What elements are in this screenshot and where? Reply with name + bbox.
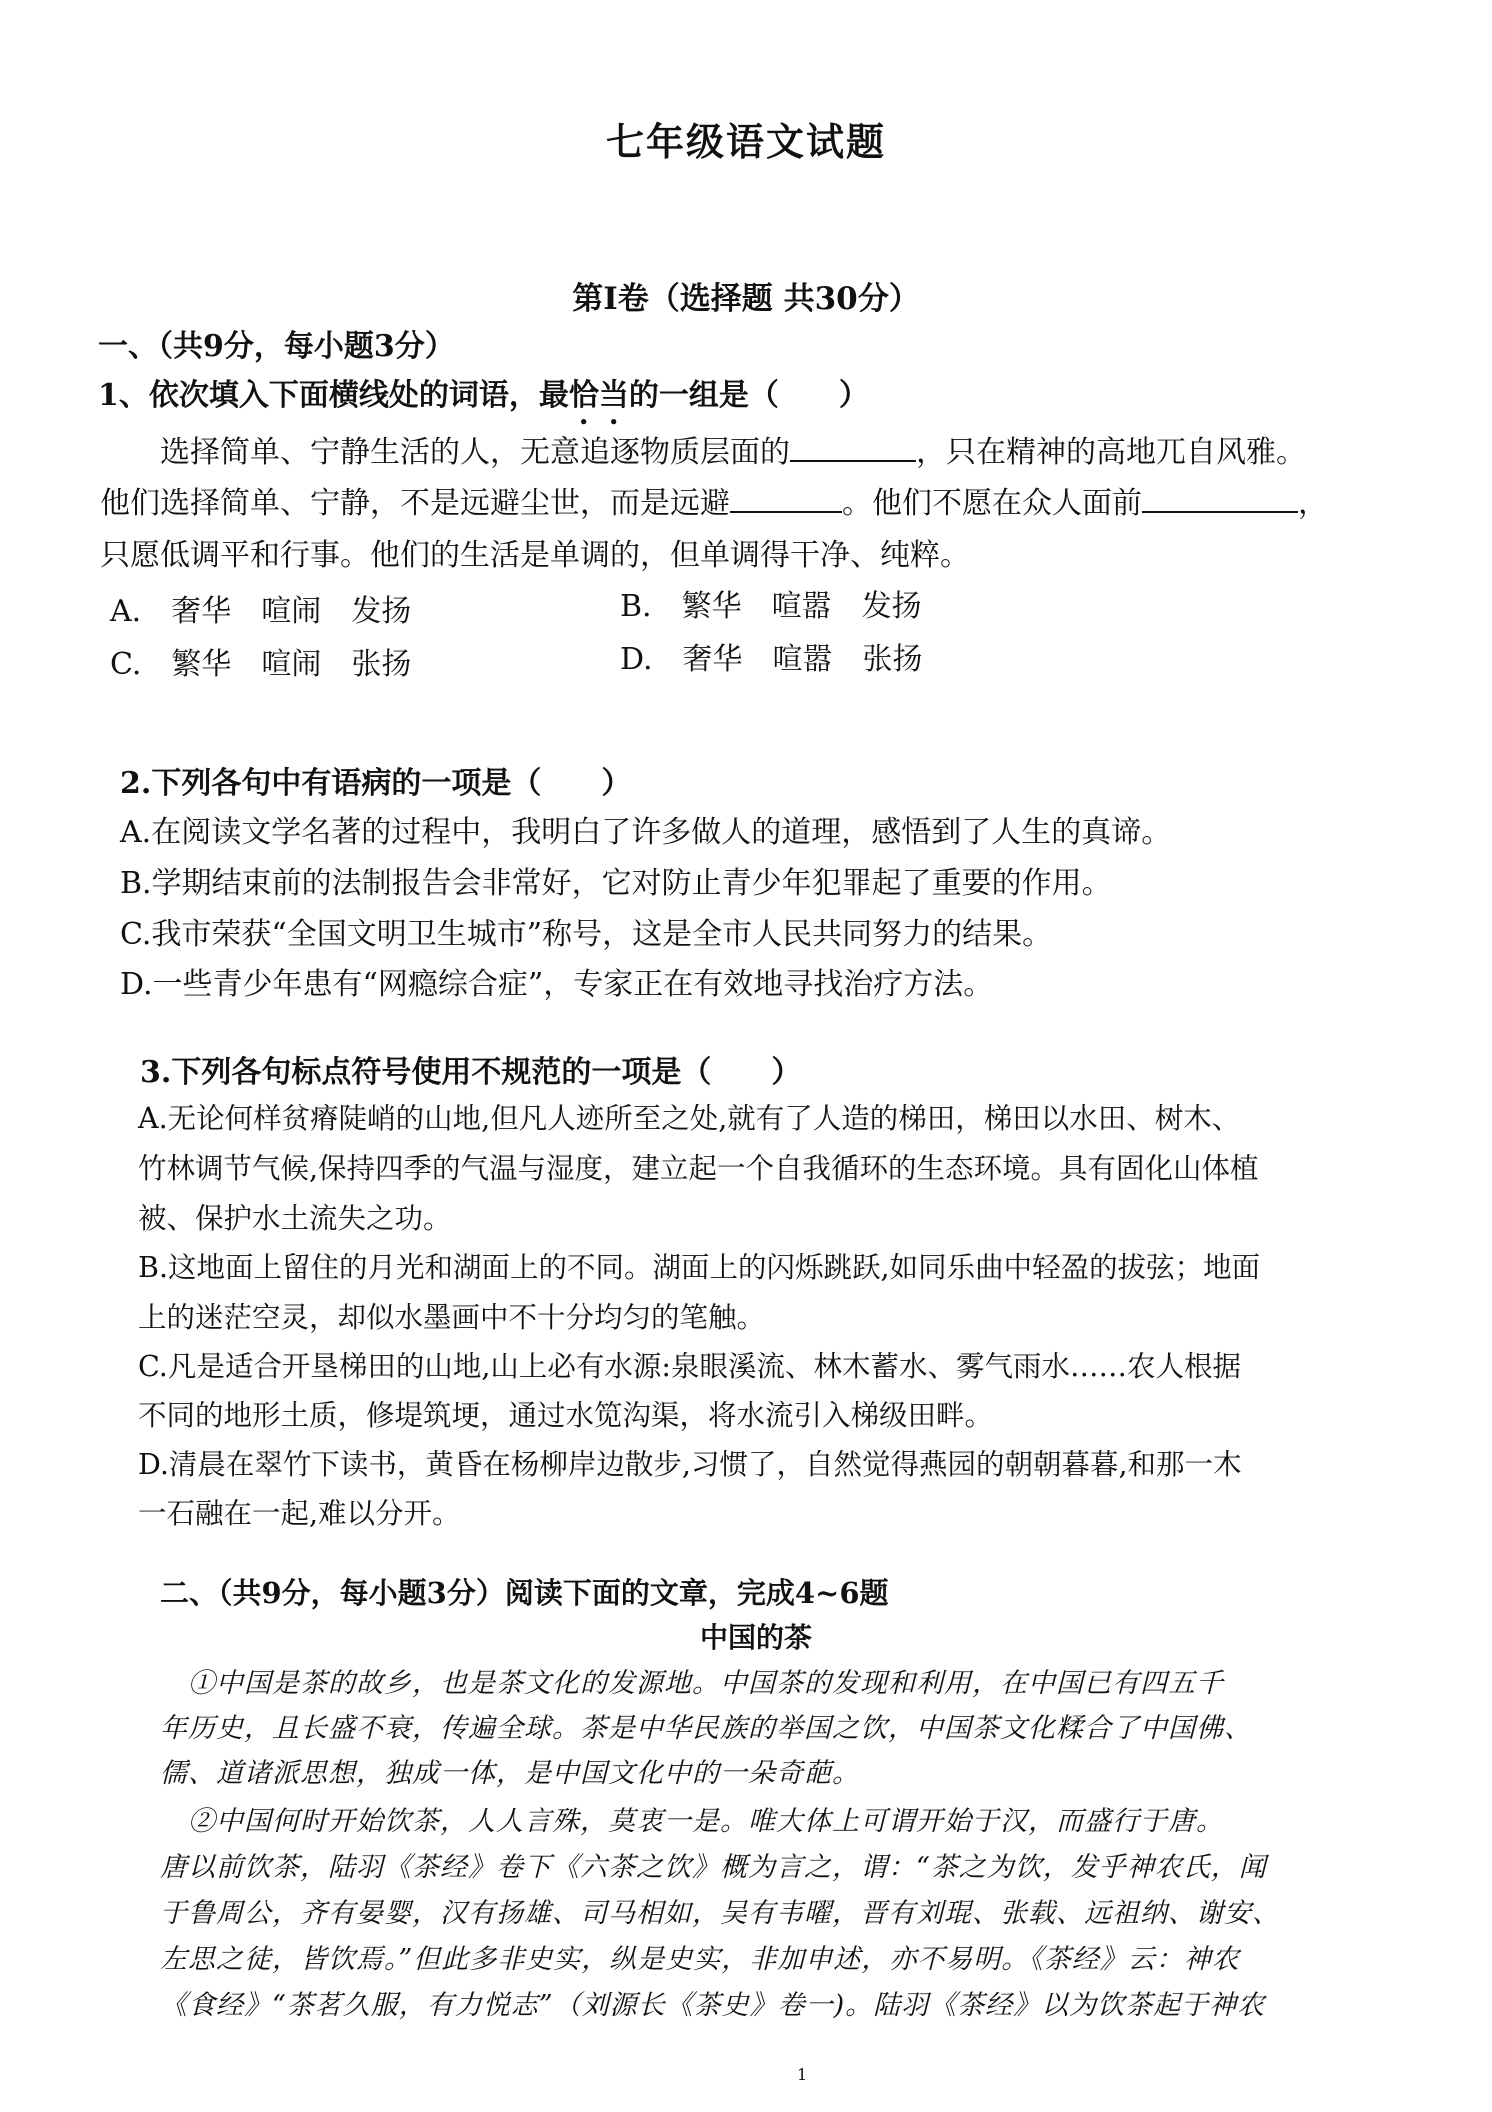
q1-blank-3: [1142, 507, 1298, 513]
q3-option-c-line-2: 不同的地形土质，修堤筑埂，通过水笕沟渠，将水流引入梯级田畔。: [138, 1399, 994, 1432]
q3-option-a-line-1: A.无论何样贫瘠陡峭的山地,但凡人迹所至之处,就有了人造的梯田，梯田以水田、树木、: [138, 1102, 1241, 1135]
q2-stem: 2.下列各句中有语病的一项是（ ）: [120, 766, 632, 801]
q3-option-b-line-1: B.这地面上留住的月光和湖面上的不同。湖面上的闪烁跳跃,如同乐曲中轻盈的拔弦；地面: [138, 1251, 1261, 1284]
page-number: 1: [797, 2065, 808, 2084]
passage-p1-line-1: ①中国是茶的故乡，也是茶文化的发源地。中国茶的发现和利用，在中国已有四五千: [160, 1668, 1224, 1699]
q1-passage-line-2: [100, 487, 1328, 522]
q1-stem-dotted: 恰当: [568, 378, 629, 413]
q3-option-c-line-1: C.凡是适合开垦梯田的山地,山上必有水源:泉眼溪流、林木蓄水、雾气雨水……农人根据: [138, 1350, 1242, 1383]
part2-heading: 二、（共9分，每小题3分）阅读下面的文章，完成4~6题: [160, 1576, 889, 1610]
q1-passage-line-3: 只愿低调平和行事。他们的生活是单调的，但单调得干净、纯粹。: [100, 538, 970, 573]
passage-p2-line-5: 《食经》“茶茗久服，有力悦志”（刘源长《茶史》卷一)。陆羽《茶经》以为饮茶起于神农: [160, 1990, 1266, 2021]
passage-p2-line-3: 于鲁周公，齐有晏婴，汉有扬雄、司马相如，吴有韦曜，晋有刘琨、张载、远祖纳、谢安、: [160, 1898, 1280, 1929]
q1-passage-line-1: [100, 436, 1306, 471]
q3-option-b-line-2: 上的迷茫空灵，却似水墨画中不十分均匀的笔触。: [138, 1301, 766, 1334]
section-title: 第Ⅰ卷（选择题 共30分）: [572, 281, 920, 317]
passage-p2-line-1: ②中国何时开始饮茶，人人言殊，莫衷一是。唯大体上可谓开始于汉，而盛行于唐。: [160, 1806, 1224, 1837]
q1-line1-text-a: 选择简单、宁静生活的人，无意追逐物质层面的: [100, 435, 790, 470]
q1-line2-text-a: 他们选择简单、宁静，不是远避尘世，而是远避: [100, 486, 730, 521]
passage-p1-line-2: 年历史，且长盛不衰，传遍全球。茶是中华民族的举国之饮，中国茶文化糅合了中国佛、: [160, 1713, 1252, 1744]
q1-blank-1: [790, 456, 916, 462]
q1-line2-text-c: ，: [1298, 486, 1328, 521]
q1-option-b: B. 繁华 喧嚣 发扬: [620, 589, 922, 624]
q1-line1-text-b: ，只在精神的高地兀自风雅。: [916, 435, 1306, 470]
q2-option-a: A.在阅读文学名著的过程中，我明白了许多做人的道理，感悟到了人生的真谛。: [120, 815, 1172, 850]
q2-option-d: D.一些青少年患有“网瘾综合症”，专家正在有效地寻找治疗方法。: [120, 967, 994, 1002]
q2-option-c: C.我市荣获“全国文明卫生城市”称号，这是全市人民共同努力的结果。: [120, 917, 1053, 952]
q1-option-c: C. 繁华 喧闹 张扬: [110, 647, 412, 682]
page-title: 七年级语文试题: [605, 119, 886, 164]
passage-title: 中国的茶: [699, 1621, 812, 1654]
q1-stem-a: 1、依次填入下面横线处的词语，最: [98, 378, 569, 413]
q3-option-a-line-3: 被、保护水土流失之功。: [138, 1202, 452, 1235]
passage-p2-line-4: 左思之徒，皆饮焉。”但此多非史实，纵是史实，非加申述，亦不易明。《茶经》云：神农: [160, 1944, 1240, 1975]
passage-p1-line-3: 儒、道诸派思想，独成一体，是中国文化中的一朵奇葩。: [160, 1758, 860, 1789]
q1-blank-2: [730, 507, 842, 513]
q2-option-b: B.学期结束前的法制报告会非常好，它对防止青少年犯罪起了重要的作用。: [120, 866, 1112, 901]
q3-option-d-line-2: 一石融在一起,难以分开。: [138, 1497, 461, 1530]
q1-line2-text-b: 。他们不愿在众人面前: [842, 486, 1142, 521]
q1-option-d: D. 奢华 喧嚣 张扬: [620, 642, 923, 677]
passage-p2-line-2: 唐以前饮茶，陆羽《茶经》卷下《六茶之饮》概为言之，谓：“茶之为饮，发乎神农氏，闻: [160, 1852, 1267, 1883]
part1-heading: 一、（共9分，每小题3分）: [98, 329, 455, 364]
q3-stem: 3.下列各句标点符号使用不规范的一项是（ ）: [140, 1055, 802, 1090]
q1-stem: [98, 378, 869, 431]
q3-option-d-line-1: D.清晨在翠竹下读书，黄昏在杨柳岸边散步,习惯了，自然觉得燕园的朝朝暮暮,和那一木: [138, 1448, 1242, 1481]
q3-option-a-line-2: 竹林调节气候,保持四季的气温与湿度，建立起一个自我循环的生态环境。具有固化山体植: [138, 1152, 1259, 1185]
q1-stem-b: 的一组是（ ）: [628, 378, 869, 413]
q1-option-a: A. 奢华 喧闹 发扬: [110, 594, 412, 629]
